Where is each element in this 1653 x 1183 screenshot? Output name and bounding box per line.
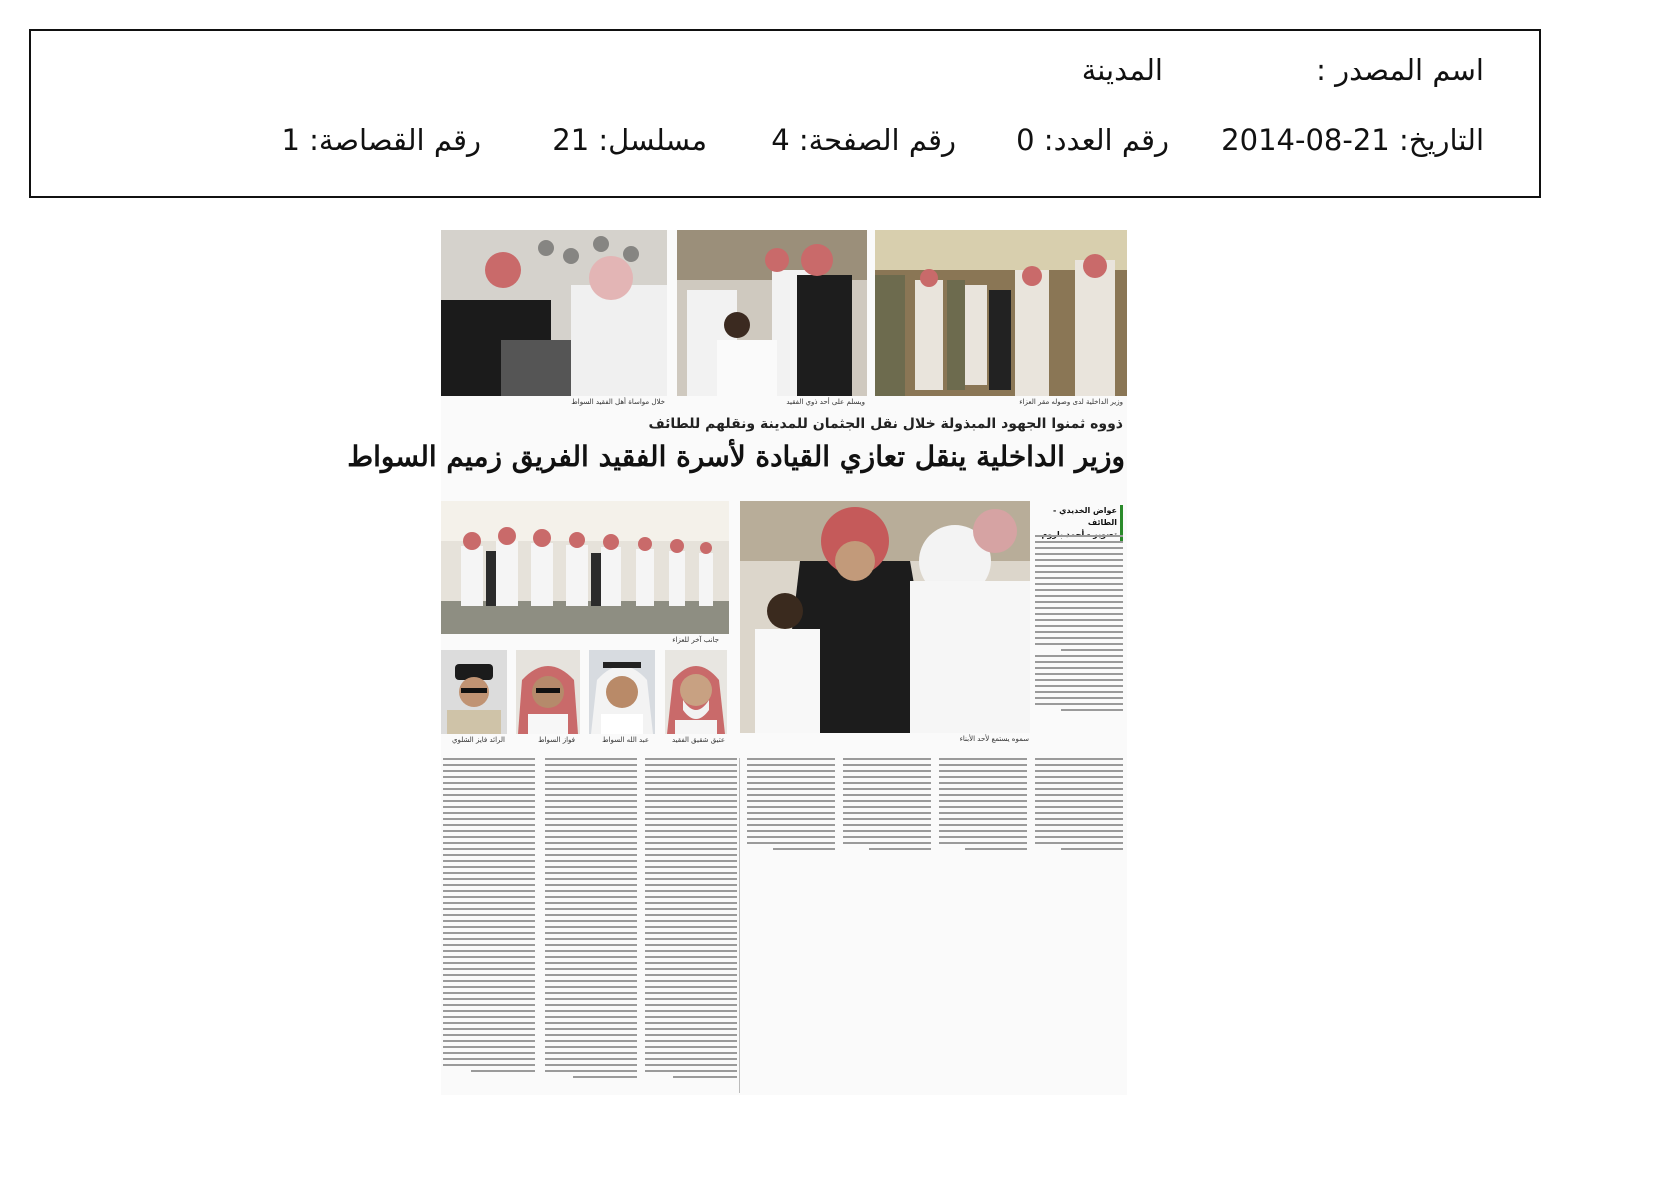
photo-main-listening — [740, 501, 1030, 733]
serial-number: مسلسل: 21 — [552, 123, 707, 157]
article-headline: وزير الداخلية ينقل تعازي القيادة لأسرة الفقيد الفريق زميم السواط — [347, 440, 1125, 473]
caption-arrival: وزير الداخلية لدى وصوله مقر العزاء — [1019, 398, 1123, 406]
portrait-brother — [665, 650, 727, 734]
caption-crowd: جانب آخر للعزاء — [672, 636, 719, 644]
newspaper-clipping — [347, 230, 1127, 1095]
article-kicker: ذووه ثمنوا الجهود المبذولة خلال نقل الجثمان للمدينة ونقلهم للطائف — [648, 416, 1123, 432]
caption-greeting: ويسلم على أحد ذوي الفقيد — [786, 398, 865, 406]
source-label: اسم المصدر : — [1316, 53, 1484, 87]
photo-greeting-child — [677, 230, 867, 396]
column-divider — [739, 758, 740, 1093]
photo-arrival — [875, 230, 1127, 396]
body-column-6 — [545, 758, 637, 1082]
clipping-header — [29, 29, 1541, 198]
caption-portrait-1: عتيق شقيق الفقيد — [672, 736, 725, 744]
body-column-7 — [443, 758, 535, 1076]
issue-number: رقم العدد: 0 — [1016, 123, 1169, 157]
body-column-3 — [843, 758, 931, 854]
byline-reporter: عواض الخديدي - الطائف — [1053, 506, 1117, 527]
portrait-abdullah — [589, 650, 655, 734]
caption-portrait-4: الرائد فايز الشلوي — [452, 736, 505, 744]
photo-crowd — [441, 501, 729, 634]
photo-consolation — [441, 230, 667, 396]
page-number: رقم الصفحة: 4 — [771, 123, 956, 157]
body-column-5 — [645, 758, 737, 1082]
body-column-2 — [939, 758, 1027, 854]
source-value: المدينة — [1081, 53, 1163, 87]
clip-number: رقم القصاصة: 1 — [281, 123, 481, 157]
caption-portrait-2: عبد الله السواط — [602, 736, 649, 744]
date: التاريخ: 21-08-2014 — [1221, 123, 1484, 157]
caption-portrait-3: فواز السواط — [538, 736, 575, 744]
caption-main: سموه يستمع لأحد الأبناء — [959, 735, 1029, 743]
portrait-fawaz — [516, 650, 580, 734]
body-column-4 — [747, 758, 835, 854]
caption-consolation: خلال مواساة أهل الفقيد السواط — [571, 398, 665, 406]
article-intro-column — [1035, 535, 1123, 715]
body-column-1 — [1035, 758, 1123, 854]
portrait-fayez — [441, 650, 507, 734]
